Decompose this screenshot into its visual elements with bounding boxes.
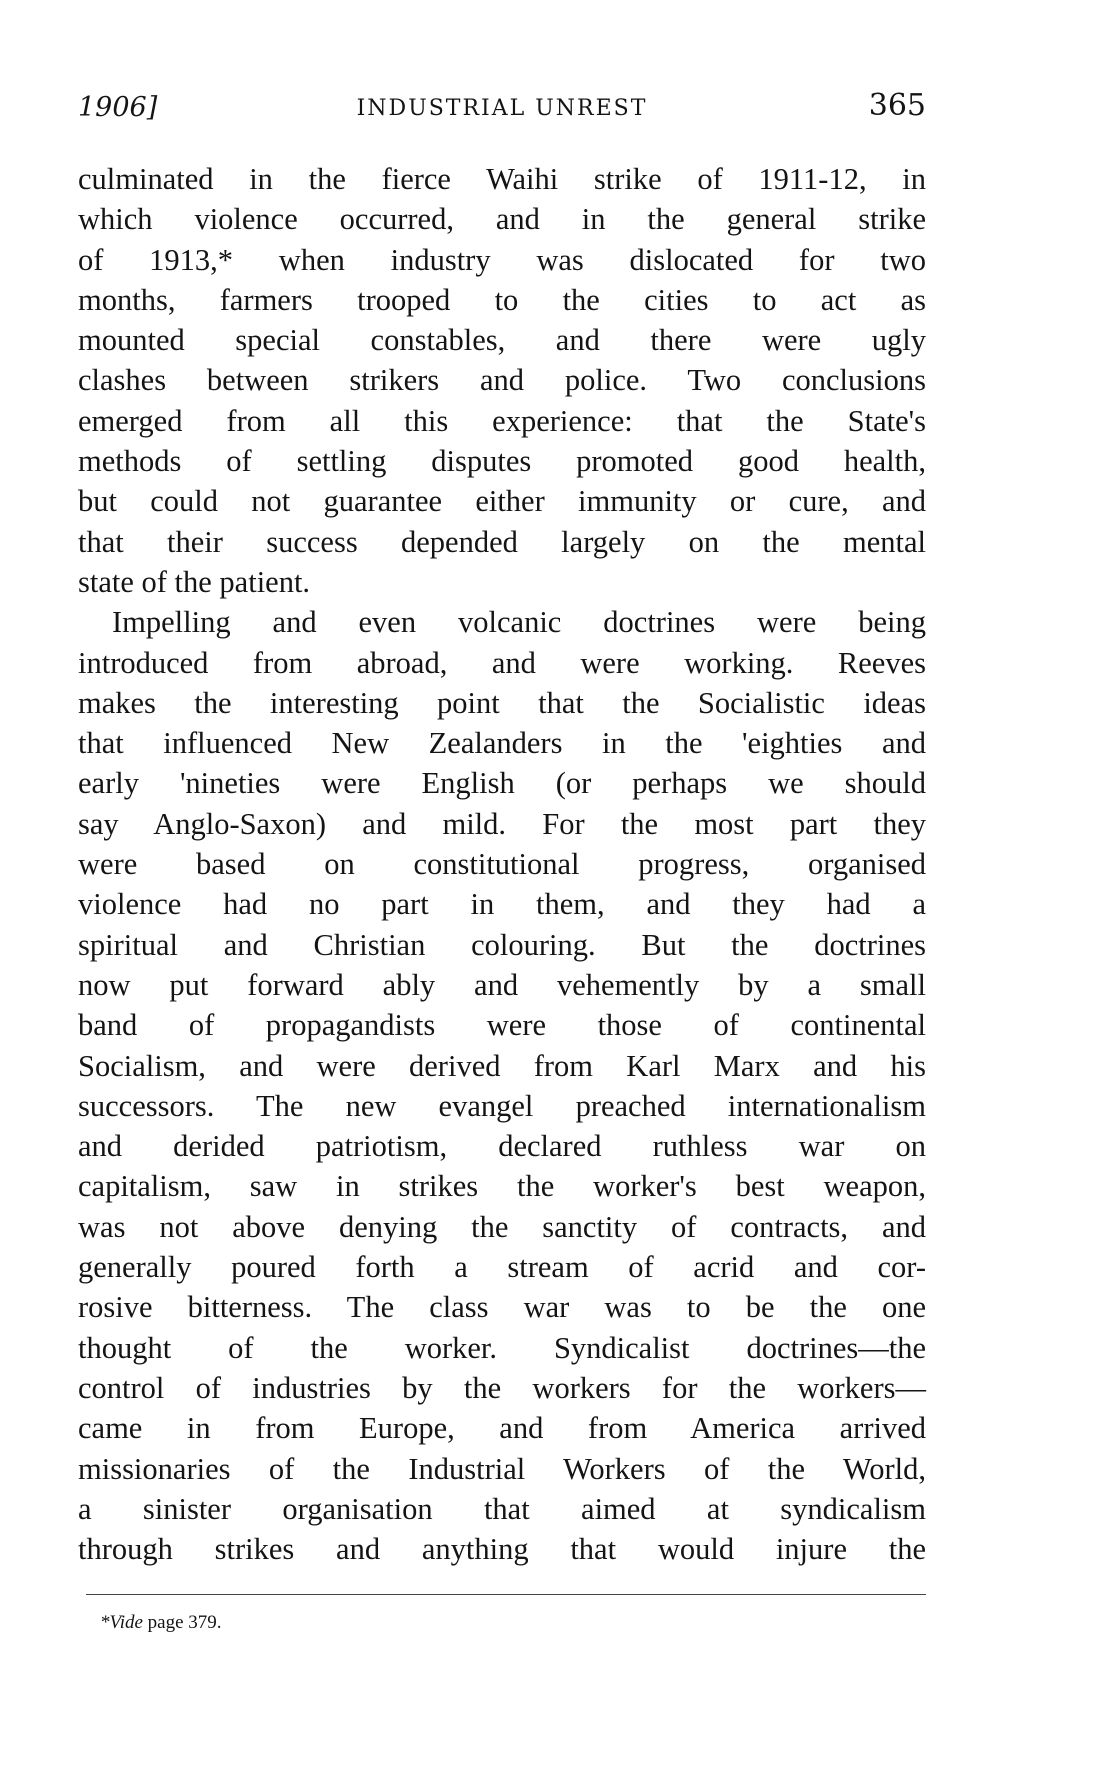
footnote-text: page 379. — [142, 1612, 222, 1633]
text-line: and derided patriotism, declared ruthless war on — [78, 1129, 926, 1164]
running-head-title: INDUSTRIAL UNREST — [356, 96, 648, 121]
text-line: introduced from abroad, and were working. Reeves — [78, 645, 926, 680]
text-line: spiritual and Christian colouring. But the doctrines — [78, 927, 926, 962]
text-line: rosive bitterness. The class war was to be the one — [78, 1290, 926, 1325]
text-line: state of the patient. — [78, 564, 311, 599]
text-line: now put forward ably and vehemently by a small — [78, 967, 926, 1002]
text-line: Socialism, and were derived from Karl Marx and his — [78, 1048, 926, 1083]
text-line: culminated in the fierce Waihi strike of 1911-12, in — [78, 162, 926, 196]
text-line: capitalism, saw in strikes the worker's best weapon, — [78, 1169, 926, 1204]
footnote — [100, 1612, 222, 1634]
text-line: that their success depended largely on the mental — [78, 524, 926, 559]
text-line: say Anglo-Saxon) and mild. For the most part they — [78, 806, 926, 841]
text-line: generally poured forth a stream of acrid and cor- — [78, 1250, 926, 1285]
text-line: clashes between strikers and police. Two conclusions — [78, 363, 926, 398]
text-line: control of industries by the workers for the workers— — [78, 1370, 926, 1405]
running-head-year: 1906] — [78, 92, 158, 123]
footnote-divider — [86, 1594, 926, 1595]
text-line: methods of settling disputes promoted good health, — [78, 444, 926, 479]
text-line: of 1913,* when industry was dislocated for two — [78, 242, 926, 277]
text-line: a sinister organisation that aimed at syndicalism — [78, 1491, 926, 1526]
text-line: missionaries of the Industrial Workers of the World, — [78, 1451, 926, 1486]
text-line: through strikes and anything that would injure the — [78, 1532, 926, 1567]
running-head — [78, 88, 926, 128]
footnote-marker: *Vide — [100, 1612, 143, 1633]
text-line: but could not guarantee either immunity or cure, and — [78, 484, 926, 519]
text-line: that influenced New Zealanders in the 'eighties and — [78, 726, 926, 761]
text-line: which violence occurred, and in the general strike — [78, 202, 926, 237]
text-line: makes the interesting point that the Socialistic ideas — [78, 685, 926, 720]
text-line: was not above denying the sanctity of contracts, and — [78, 1209, 926, 1244]
text-line: Impelling and even volcanic doctrines were being — [112, 605, 926, 640]
text-line: band of propagandists were those of continental — [78, 1008, 926, 1043]
text-line: mounted special constables, and there were ugly — [78, 323, 926, 358]
text-line: were based on constitutional progress, organised — [78, 847, 926, 882]
text-line: early 'nineties were English (or perhaps we should — [78, 766, 926, 801]
text-line: came in from Europe, and from America arrived — [78, 1411, 926, 1446]
text-line: violence had no part in them, and they had a — [78, 887, 926, 922]
page-number: 365 — [868, 88, 926, 123]
body-text — [78, 159, 926, 1569]
text-line: emerged from all this experience: that the State's — [78, 403, 926, 438]
text-line: months, farmers trooped to the cities to act as — [78, 282, 926, 317]
text-line: thought of the worker. Syndicalist doctrines—the — [78, 1330, 926, 1365]
text-line: successors. The new evangel preached internationalism — [78, 1088, 926, 1123]
